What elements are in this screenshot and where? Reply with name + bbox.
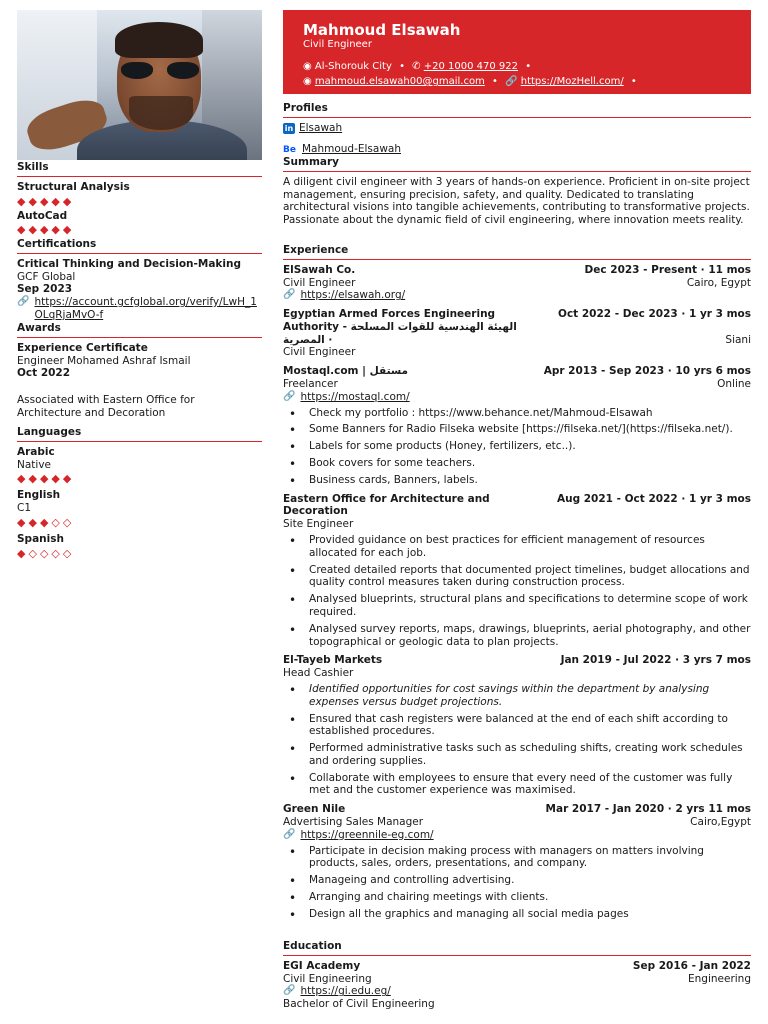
job-date: Dec 2023 - Present · 11 mos xyxy=(584,263,751,276)
link-icon: 🔗 xyxy=(505,76,518,88)
job-bullet: • Check my portfolio : https://www.behance.net/Mahmoud-Elsawah xyxy=(283,407,751,420)
job-bullet: • Book covers for some teachers. xyxy=(283,457,751,470)
education-date: Sep 2016 - Jan 2022 xyxy=(632,959,751,972)
company-name: Green Nile xyxy=(283,803,346,816)
empty-diamond-icon: ◇ xyxy=(39,546,52,560)
school-link[interactable] xyxy=(283,985,751,998)
filled-diamond-icon: ◆ xyxy=(17,546,29,560)
skill-name: AutoCad xyxy=(17,209,68,222)
award-description: Associated with Eastern Office for Architecture and Decoration xyxy=(17,394,195,419)
job-position: Civil Engineer xyxy=(283,346,356,359)
company-name: Egyptian Armed Forces Engineering Authority - الهيئة الهندسية للقوات المسلحة المصرية · xyxy=(283,308,517,346)
summary-section xyxy=(283,156,751,227)
certification-link[interactable] xyxy=(17,296,262,322)
language-level xyxy=(17,471,262,487)
filled-diamond-icon: ◆ xyxy=(39,194,52,208)
award-name: Experience Certificate xyxy=(17,341,148,354)
company-url[interactable]: https://elsawah.org/ xyxy=(300,289,406,302)
profiles-section xyxy=(283,102,751,156)
languages-title: Languages xyxy=(17,426,262,442)
awards-section xyxy=(17,322,262,420)
email-link[interactable]: mahmoud.elsawah00@gmail.com xyxy=(314,76,485,88)
company-link[interactable] xyxy=(283,391,751,404)
job-bullet: • Provided guidance on best practices for efficient management of resources allocated for each job. xyxy=(283,534,751,560)
job-title: Civil Engineer xyxy=(303,39,372,50)
resume-header xyxy=(283,10,751,94)
job-bullet: • Created detailed reports that documented project timelines, budget allocations and quality control measures taken during construction process. xyxy=(283,564,751,590)
job-bullets xyxy=(283,407,751,487)
job-bullet: • Performed administrative tasks such as scheduling shifts, creating work schedules and ordering supplies. xyxy=(283,742,751,768)
location: Al-Shorouk City xyxy=(314,61,392,73)
job-entry xyxy=(283,803,751,920)
job-date: Mar 2017 - Jan 2020 · 2 yrs 11 mos xyxy=(545,803,751,816)
job-date: Oct 2022 - Dec 2023 · 1 yr 3 mos xyxy=(558,308,751,321)
education-section xyxy=(283,940,751,1011)
link-icon: 🔗 xyxy=(283,828,296,840)
link-icon: 🔗 xyxy=(283,985,296,997)
skills-title: Skills xyxy=(17,161,262,177)
link-icon: 🔗 xyxy=(283,390,296,402)
linkedin-icon: in xyxy=(284,123,294,133)
profile-photo xyxy=(17,10,262,160)
profiles-title: Profiles xyxy=(283,102,751,118)
phone-link[interactable]: +20 1000 470 922 xyxy=(423,61,518,73)
language-level-text: Native xyxy=(17,458,51,471)
award-issuer: Engineer Mohamed Ashraf Ismail xyxy=(17,354,191,367)
skill-level xyxy=(17,194,262,210)
certification-url[interactable]: https://account.gcfglobal.org/verify/LwH_1OLqRjaMvO-f xyxy=(34,296,257,321)
empty-diamond-icon: ◇ xyxy=(51,546,63,560)
company-url[interactable]: https://greennile-eg.com/ xyxy=(300,828,434,841)
empty-diamond-icon: ◇ xyxy=(62,546,75,560)
job-bullet: • Participate in decision making process with managers on matters involving products, sales, orders, presentations, and company. xyxy=(283,845,751,871)
behance-profile[interactable] xyxy=(283,143,751,156)
job-entry xyxy=(283,493,751,649)
filled-diamond-icon: ◆ xyxy=(51,223,63,237)
job-bullet: • Design all the graphics and managing all social media pages xyxy=(283,908,751,921)
language-name: Spanish xyxy=(17,532,64,545)
filled-diamond-icon: ◆ xyxy=(28,194,40,208)
company-url[interactable]: https://mostaql.com/ xyxy=(300,390,410,403)
certification-name: Critical Thinking and Decision-Making xyxy=(17,257,242,270)
job-entry xyxy=(283,365,751,486)
job-bullet: • Labels for some products (Honey, fertilizers, etc..). xyxy=(283,440,751,453)
link-icon: 🔗 xyxy=(283,289,296,301)
job-bullet: • Identified opportunities for cost savings within the department by analysing expenses versus budget projections. xyxy=(283,683,751,709)
company-name: ElSawah Co. xyxy=(283,263,356,276)
job-position: Civil Engineer xyxy=(283,276,356,289)
job-position: Site Engineer xyxy=(283,518,354,531)
full-name: Mahmoud Elsawah xyxy=(303,21,461,39)
empty-diamond-icon: ◇ xyxy=(28,546,40,560)
job-bullet: • Ensured that cash registers were balanced at the end of each shift according to established procedures. xyxy=(283,713,751,739)
school-url[interactable]: https://gi.edu.eg/ xyxy=(300,985,391,998)
award-date: Oct 2022 xyxy=(17,367,71,380)
certifications-title: Certifications xyxy=(17,238,262,254)
filled-diamond-icon: ◆ xyxy=(51,194,63,208)
company-link[interactable] xyxy=(283,289,751,302)
skill-name: Structural Analysis xyxy=(17,180,130,193)
location-icon: ◉ xyxy=(303,61,312,73)
job-bullet: • Collaborate with employees to ensure that every need of the customer was fully met and the customer experience was maximised. xyxy=(283,772,751,798)
filled-diamond-icon: ◆ xyxy=(17,515,29,529)
empty-diamond-icon: ◇ xyxy=(51,515,63,529)
job-date: Apr 2013 - Sep 2023 · 10 yrs 6 mos xyxy=(543,365,751,378)
company-name: Eastern Office for Architecture and Decoration xyxy=(283,492,490,518)
job-bullet: • Manageing and controlling advertising. xyxy=(283,874,751,887)
filled-diamond-icon: ◆ xyxy=(17,472,29,486)
job-location: Cairo, Egypt xyxy=(686,276,751,289)
education-title: Education xyxy=(283,940,751,956)
job-position: Head Cashier xyxy=(283,667,354,680)
languages-section xyxy=(17,426,262,562)
filled-diamond-icon: ◆ xyxy=(39,223,52,237)
behance-link[interactable]: Mahmoud-Elsawah xyxy=(301,142,402,155)
email-icon: ◉ xyxy=(303,76,312,88)
language-name: Arabic xyxy=(17,445,55,458)
language-level xyxy=(17,515,262,531)
school-name: EGI Academy xyxy=(283,959,361,972)
job-bullet: • Analysed blueprints, structural plans and specifications to determine scope of work required. xyxy=(283,593,751,619)
filled-diamond-icon: ◆ xyxy=(17,194,29,208)
job-entry xyxy=(283,264,751,302)
certifications-section xyxy=(17,238,262,322)
linkedin-link[interactable]: Elsawah xyxy=(299,121,343,134)
filled-diamond-icon: ◆ xyxy=(17,223,29,237)
filled-diamond-icon: ◆ xyxy=(62,472,75,486)
job-date: Jan 2019 - Jul 2022 · 3 yrs 7 mos xyxy=(560,654,751,667)
job-location: Cairo,Egypt xyxy=(690,816,751,829)
filled-diamond-icon: ◆ xyxy=(62,223,75,237)
link-icon: 🔗 xyxy=(17,296,30,308)
job-bullets xyxy=(283,683,751,797)
empty-diamond-icon: ◇ xyxy=(62,515,75,529)
language-level xyxy=(17,546,262,562)
job-bullet: • Some Banners for Radio Filseka website [https://filseka.net/](https://filseka.net/). xyxy=(283,423,751,436)
filled-diamond-icon: ◆ xyxy=(28,223,40,237)
experience-section xyxy=(283,244,751,927)
job-location: Siani xyxy=(725,333,751,346)
job-bullet: • Arranging and chairing meetings with clients. xyxy=(283,891,751,904)
contact-row: ◉ Al-Shorouk City • ✆ +20 1000 470 922 • xyxy=(303,61,532,73)
filled-diamond-icon: ◆ xyxy=(39,515,52,529)
job-position: Freelancer xyxy=(283,377,338,390)
filled-diamond-icon: ◆ xyxy=(28,472,40,486)
skill-level xyxy=(17,222,262,238)
job-bullets xyxy=(283,534,751,648)
language-level-text: C1 xyxy=(17,502,32,515)
skills-section xyxy=(17,161,262,238)
behance-icon: Be xyxy=(283,144,296,155)
job-entry xyxy=(283,654,751,797)
filled-diamond-icon: ◆ xyxy=(28,515,40,529)
job-bullet: • Business cards, Banners, labels. xyxy=(283,474,751,487)
language-name: English xyxy=(17,489,61,502)
filled-diamond-icon: ◆ xyxy=(39,472,52,486)
certification-date: Sep 2023 xyxy=(17,283,73,296)
certification-issuer: GCF Global xyxy=(17,270,76,283)
summary-title: Summary xyxy=(283,156,751,172)
company-link[interactable] xyxy=(283,829,751,842)
awards-title: Awards xyxy=(17,322,262,338)
summary-text: A diligent civil engineer with 3 years of hands-on experience. Proficient in on-site project management, ensuring precision, safety, and quality. Dedicated to translating architectural visions into tangible achievements, contributing to transformative projects. Passionate about the dynamic field of civil engineering, where innovation meets reality. xyxy=(283,175,750,227)
job-position: Advertising Sales Manager xyxy=(283,816,424,829)
job-date: Aug 2021 - Oct 2022 · 1 yr 3 mos xyxy=(556,492,751,505)
website-link[interactable]: https://MozHell.com/ xyxy=(520,76,624,88)
company-name: Mostaql.com | مستقل xyxy=(283,365,409,378)
left-column xyxy=(17,10,262,560)
linkedin-profile[interactable] xyxy=(283,122,751,135)
company-name: El-Tayeb Markets xyxy=(283,654,383,667)
degree: Bachelor of Civil Engineering xyxy=(283,998,435,1011)
phone-icon: ✆ xyxy=(412,61,421,73)
filled-diamond-icon: ◆ xyxy=(62,194,75,208)
education-field: Civil Engineering xyxy=(283,972,372,985)
experience-title: Experience xyxy=(283,244,751,260)
job-location: Online xyxy=(717,377,751,390)
job-entry xyxy=(283,308,751,359)
filled-diamond-icon: ◆ xyxy=(51,472,63,486)
education-area: Engineering xyxy=(688,972,751,985)
contact-row: ◉ mahmoud.elsawah00@gmail.com • 🔗 https://MozHell.com/ • xyxy=(303,76,637,88)
job-bullet: • Analysed survey reports, maps, drawings, blueprints, aerial photography, and other topographical or geologic data to plan projects. xyxy=(283,623,751,649)
job-bullets xyxy=(283,845,751,921)
